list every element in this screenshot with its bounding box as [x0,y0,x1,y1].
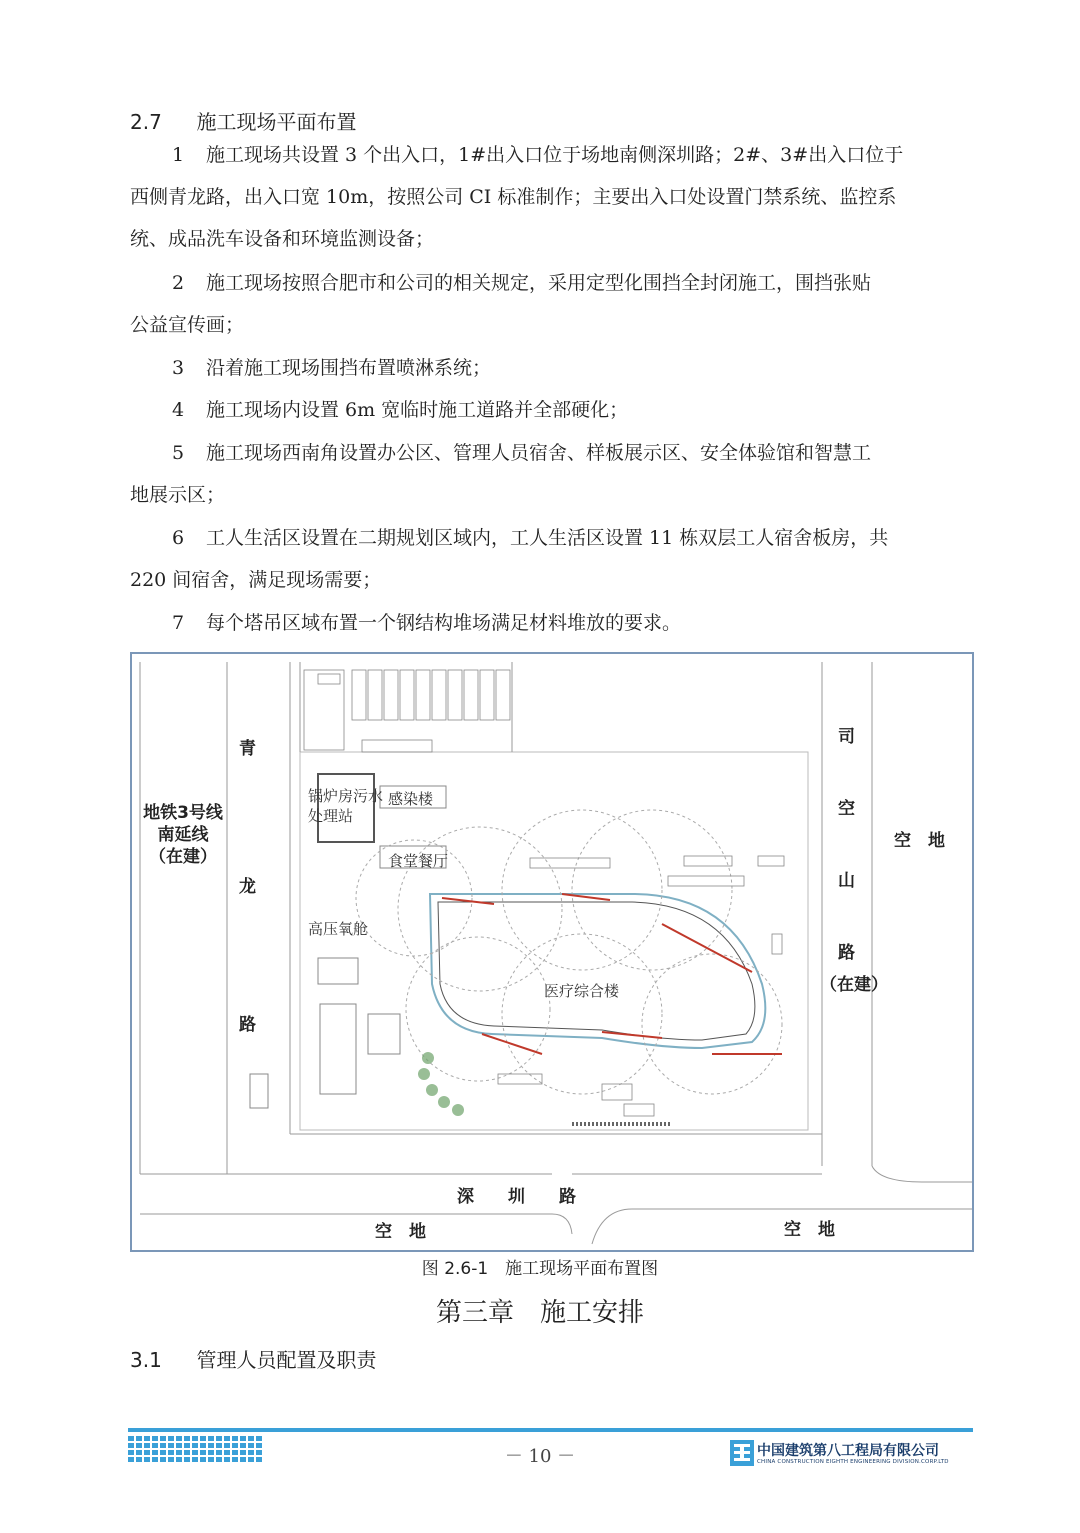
subsection-heading [130,1344,377,1373]
boiler-label: 锅炉房污水 处理站 [308,787,384,825]
infection-building-label: 感染楼 [388,790,434,808]
bottom-empty-right: 空 地 [784,1220,835,1240]
paragraph-7: 7 每个塔吊区域布置一个钢结构堆场满足材料堆放的要求。 [172,612,682,634]
bottom-empty-left: 空 地 [375,1222,426,1242]
paragraph-1: 1 施工现场共设置 3 个出入口，1#出入口位于场地南侧深圳路；2#、3#出入口位于 西侧青龙路，出入口宽 10m，按照公司 CI 标准制作；主要出入口处设置门禁系统、监控系 统、成品洗车设备和环境监测设备； [130,144,904,250]
section-number: 2.7 [130,110,162,134]
section-heading [130,106,357,135]
paragraph-3: 3 沿着施工现场围挡布置喷淋系统； [172,357,492,379]
figure-caption: 图 2.6-1 施工现场平面布置图 [421,1259,659,1279]
paragraph-4: 4 施工现场内设置 6m 宽临时施工道路并全部硬化； [172,399,629,421]
company-name: 中国建筑第八工程局有限公司 [757,1443,939,1459]
bottom-road-label: 深 圳 路 [457,1187,576,1207]
footer-rule [128,1428,973,1432]
paragraph-6: 6 工人生活区设置在二期规划区域内，工人生活区设置 11 栋双层工人宿舍板房，共 220 间宿舍，满足现场需要； [130,527,889,591]
subsection-title: 管理人员配置及职责 [196,1348,377,1372]
section-title: 施工现场平面布置 [196,110,357,134]
chapter-title: 第三章 施工安排 [435,1298,644,1328]
subsection-number: 3.1 [130,1348,162,1372]
paragraph-5: 5 施工现场西南角设置办公区、管理人员宿舍、样板展示区、安全体验馆和智慧工 地展示区； [130,442,872,506]
left-road-label: 青 龙 路 [239,739,256,1035]
company-name-en: CHINA CONSTRUCTION EIGHTH ENGINEERING DIVISION.CORP.LTD [757,1459,949,1465]
page-number: － 10 － [504,1446,576,1467]
site-plan-figure [130,652,974,1252]
oxygen-chamber-label: 高压氧舱 [308,920,369,938]
company-logo-icon [730,1440,754,1466]
right-empty-land: 空 地 [894,831,945,851]
medical-building-label: 医疗综合楼 [544,982,620,1000]
right-road-note: （在建） [820,975,888,995]
canteen-label: 食堂餐厅 [388,852,449,870]
right-road-label: 司 空 山 路 [838,727,855,963]
paragraph-2: 2 施工现场按照合肥市和公司的相关规定，采用定型化围挡全封闭施工，围挡张贴 公益宣传画； [130,272,872,336]
metro-label: 地铁3号线 南延线 （在建） [143,803,223,867]
